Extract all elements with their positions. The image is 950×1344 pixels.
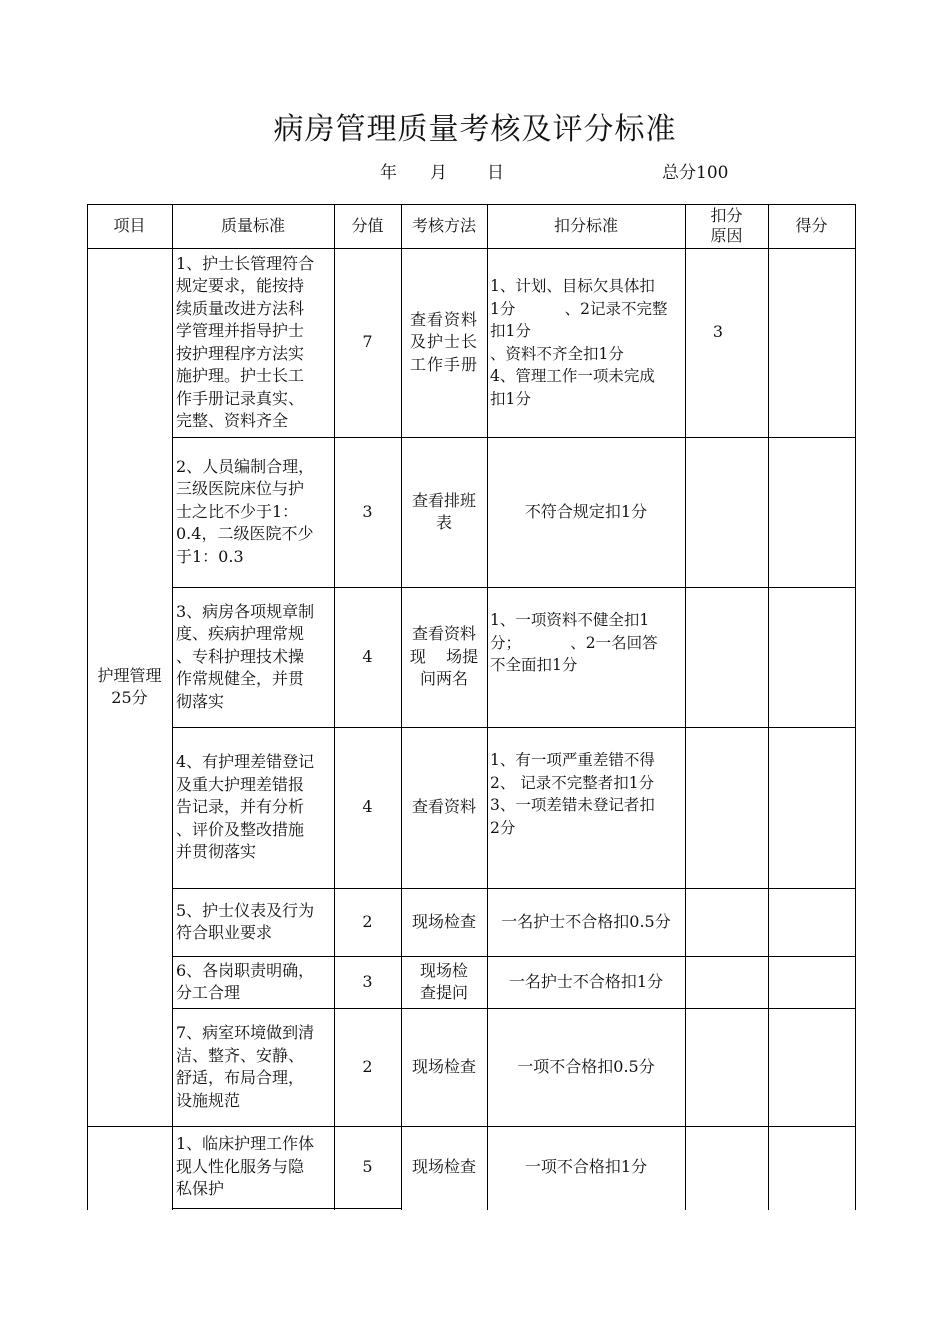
row-standard: 1、护士长管理符合 规定要求，能按持 续质量改进方法科 学管理并指导护士 按护理程序方法实 施护理。护士长工 作手册记录真实、 完整、资料齐全 xyxy=(176,253,315,430)
date-day: 日 xyxy=(487,163,504,183)
header-reason: 扣分 原因 xyxy=(710,206,743,245)
row-deduction: 一项不合格扣0.5分 xyxy=(517,1056,655,1076)
header-deduction: 扣分标准 xyxy=(553,215,618,235)
row-standard: 7、病室环境做到清 洁、整齐、安静、 舒适，布局合理， 设施规范 xyxy=(176,1023,315,1110)
row-score: 3 xyxy=(362,971,373,991)
header-method: 考核方法 xyxy=(411,215,476,235)
row-deduction: 一项不合格扣1分 xyxy=(524,1156,648,1176)
total-score: 总分100 xyxy=(662,163,729,183)
section-label: 护理管理 25分 xyxy=(97,665,162,707)
header-score: 分值 xyxy=(351,215,384,235)
row-standard: 6、各岗职责明确， 分工合理 xyxy=(176,960,315,1002)
header-item: 项目 xyxy=(113,215,146,235)
row-standard: 1、临床护理工作体 现人性化服务与隐 私保护 xyxy=(176,1134,315,1199)
row-deduction: 1、一项资料不健全扣1 分； 、2一名回答 不全面扣1分 xyxy=(490,611,658,674)
row-score: 3 xyxy=(362,501,373,521)
row-deduction: 1、有一项严重差错不得 2、 记录不完整者扣1分 3、一项差错未登记者扣 2分 xyxy=(490,751,655,837)
row-method: 查看排班 表 xyxy=(411,490,476,532)
row-method: 查看资料 xyxy=(411,797,476,817)
row-score: 5 xyxy=(362,1156,373,1176)
row-deduction: 一名护士不合格扣0.5分 xyxy=(501,911,671,931)
header-standard: 质量标准 xyxy=(220,215,285,235)
row-deduction: 一名护士不合格扣1分 xyxy=(508,971,664,991)
row-method: 现场检 查提问 xyxy=(419,960,468,1002)
row-standard: 3、病房各项规章制 度、疾病护理常规 、专科护理技术操 作常规健全，并贯 彻落实 xyxy=(176,601,315,711)
row-standard: 5、护士仪表及行为 符合职业要求 xyxy=(176,900,315,942)
row-standard: 2、人员编制合理， 三级医院床位与护 士之比不少于1： 0.4，二级医院不少 于1：0.3 xyxy=(176,456,315,566)
row-score: 4 xyxy=(362,646,373,666)
row-score: 7 xyxy=(362,332,373,352)
date-month: 月 xyxy=(430,163,447,183)
row-method: 现场检查 xyxy=(411,1056,476,1076)
row-method: 查看资料 及护士长 工作手册 xyxy=(409,309,478,374)
row-score: 2 xyxy=(362,1056,373,1076)
row-method: 现场检查 xyxy=(411,1156,476,1176)
row-score: 4 xyxy=(362,797,373,817)
row-method: 查看资料 现 场提 问两名 xyxy=(409,624,479,689)
row-standard: 4、有护理差错登记 及重大护理差错报 告记录，并有分析 、评价及整改措施 并贯彻落实 xyxy=(176,752,315,862)
page-title: 病房管理质量考核及评分标准 xyxy=(273,112,677,147)
row-deduction: 1、计划、目标欠具体扣 1分 、2记录不完整 扣1分 、资料不齐全扣1分 4、管理工作一项未完成 扣1分 xyxy=(490,277,668,408)
date-year: 年 xyxy=(380,163,397,183)
header-got: 得分 xyxy=(795,215,828,235)
row-score: 2 xyxy=(362,911,373,931)
row-reason: 3 xyxy=(712,321,724,341)
row-method: 现场检查 xyxy=(411,911,476,931)
row-deduction: 不符合规定扣1分 xyxy=(524,501,648,521)
